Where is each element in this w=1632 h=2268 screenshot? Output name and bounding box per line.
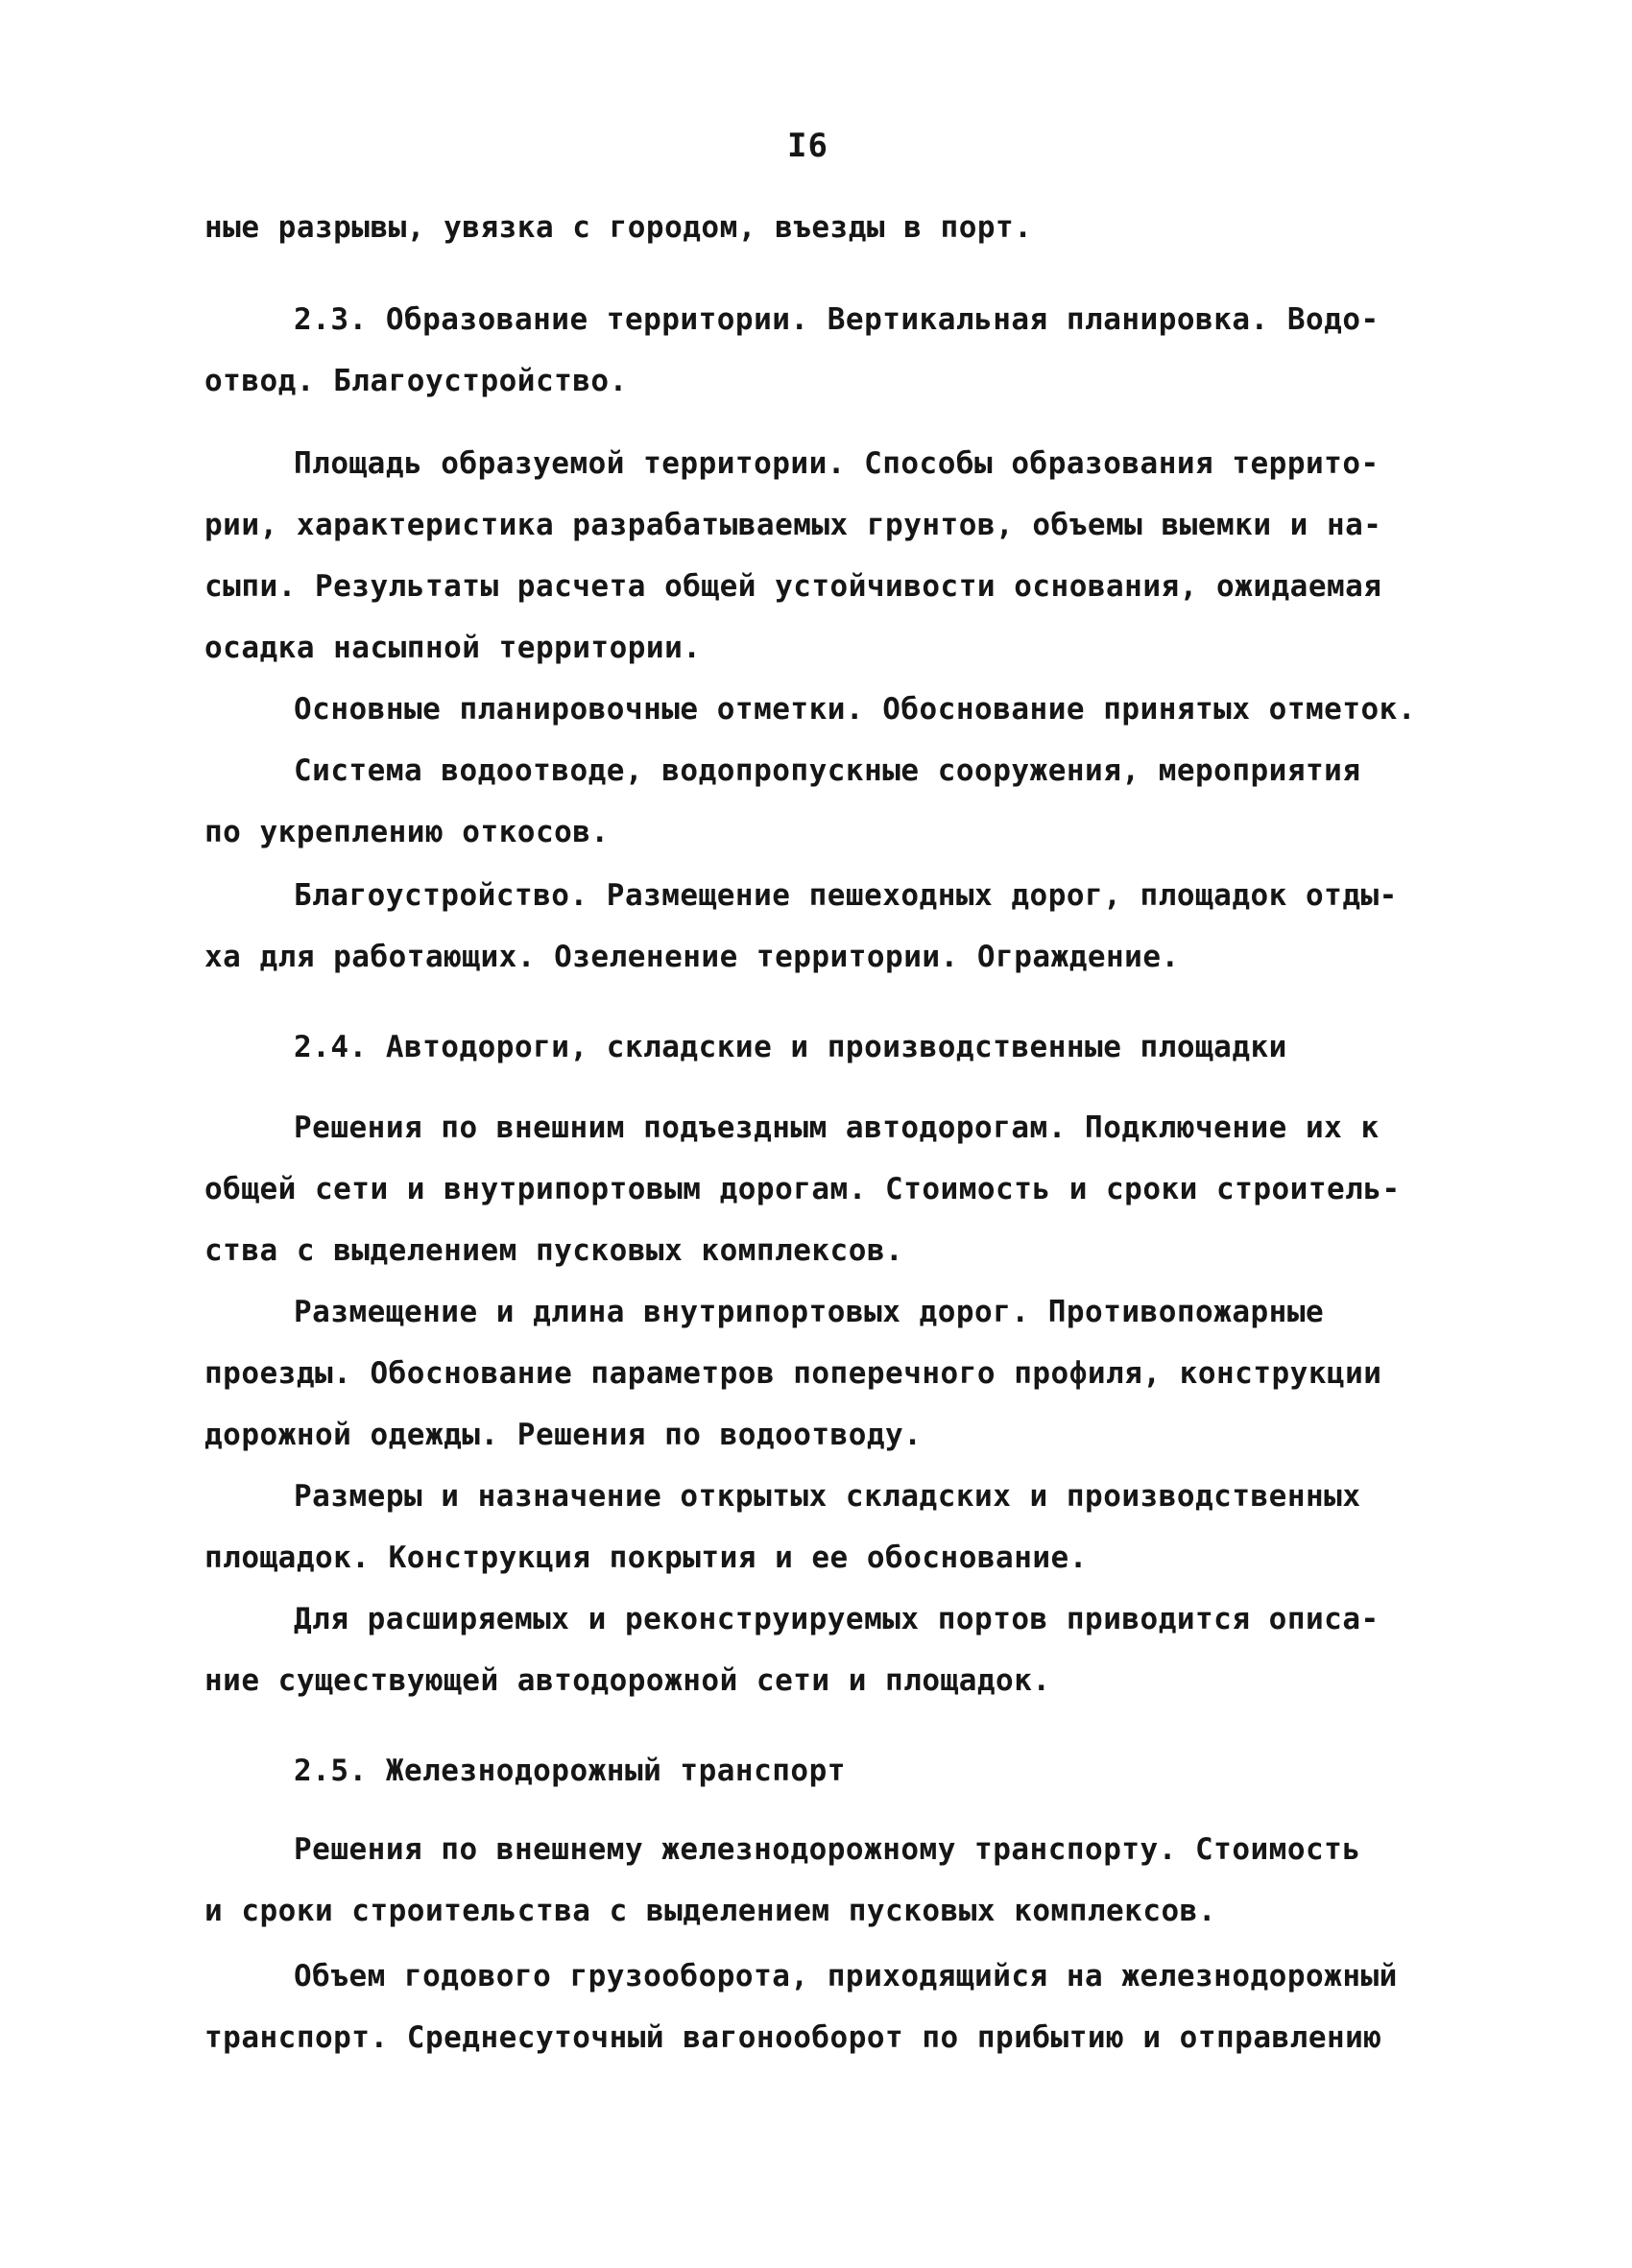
text-line: ства с выделением пусковых комплексов. (204, 1233, 904, 1268)
page-number: I6 (787, 127, 828, 165)
text-line: Объем годового грузооборота, приходящийся на железнодорожный (294, 1959, 1398, 1993)
text-line: дорожной одежды. Решения по водоотводу. (204, 1418, 923, 1452)
text-line: общей сети и внутрипортовым дорогам. Стоимость и сроки строитель- (204, 1172, 1401, 1206)
section-heading-2-5: 2.5. Железнодорожный транспорт (294, 1754, 846, 1788)
section-heading-2-4: 2.4. Автодороги, складские и производственные площадки (294, 1030, 1287, 1064)
text-line: по укреплению откосов. (204, 815, 610, 849)
text-line: Система водоотводе, водопропускные сооружения, мероприятия (294, 753, 1361, 788)
text-line: Основные планировочные отметки. Обоснование принятых отметок. (294, 692, 1416, 727)
text-line: площадок. Конструкция покрытия и ее обоснование. (204, 1540, 1088, 1575)
text-line: Размещение и длина внутрипортовых дорог. Противопожарные (294, 1295, 1325, 1329)
text-line: Решения по внешним подъездным автодорогам. Подключение их к (294, 1110, 1380, 1145)
text-line: Размеры и назначение открытых складских и производственных (294, 1479, 1361, 1514)
text-line: проезды. Обоснование параметров поперечного профиля, конструкции (204, 1356, 1382, 1391)
text-line: Для расширяемых и реконструируемых портов приводится описа- (294, 1602, 1380, 1636)
text-line: Площадь образуемой территории. Способы образования террито- (294, 446, 1380, 481)
text-line: ха для работающих. Озеленение территории. Ограждение. (204, 940, 1180, 974)
text-line: ние существующей автодорожной сети и площадок. (204, 1663, 1051, 1698)
text-line: и сроки строительства с выделением пусковых комплексов. (204, 1894, 1216, 1928)
text-line: Благоустройство. Размещение пешеходных дорог, площадок отды- (294, 878, 1398, 913)
text-line: рии, характеристика разрабатываемых грунтов, объемы выемки и на- (204, 508, 1382, 542)
text-line: отвод. Благоустройство. (204, 364, 628, 398)
section-heading-2-3: 2.3. Образование территории. Вертикальная планировка. Водо- (294, 302, 1380, 337)
text-line: Решения по внешнему железнодорожному транспорту. Стоимость (294, 1832, 1361, 1867)
text-line: осадка насыпной территории. (204, 631, 702, 665)
text-line: сыпи. Результаты расчета общей устойчивости основания, ожидаемая (204, 569, 1382, 604)
text-line: транспорт. Среднесуточный вагонооборот по прибытию и отправлению (204, 2020, 1382, 2055)
text-line: ные разрывы, увязка с городом, въезды в порт. (204, 210, 1033, 245)
